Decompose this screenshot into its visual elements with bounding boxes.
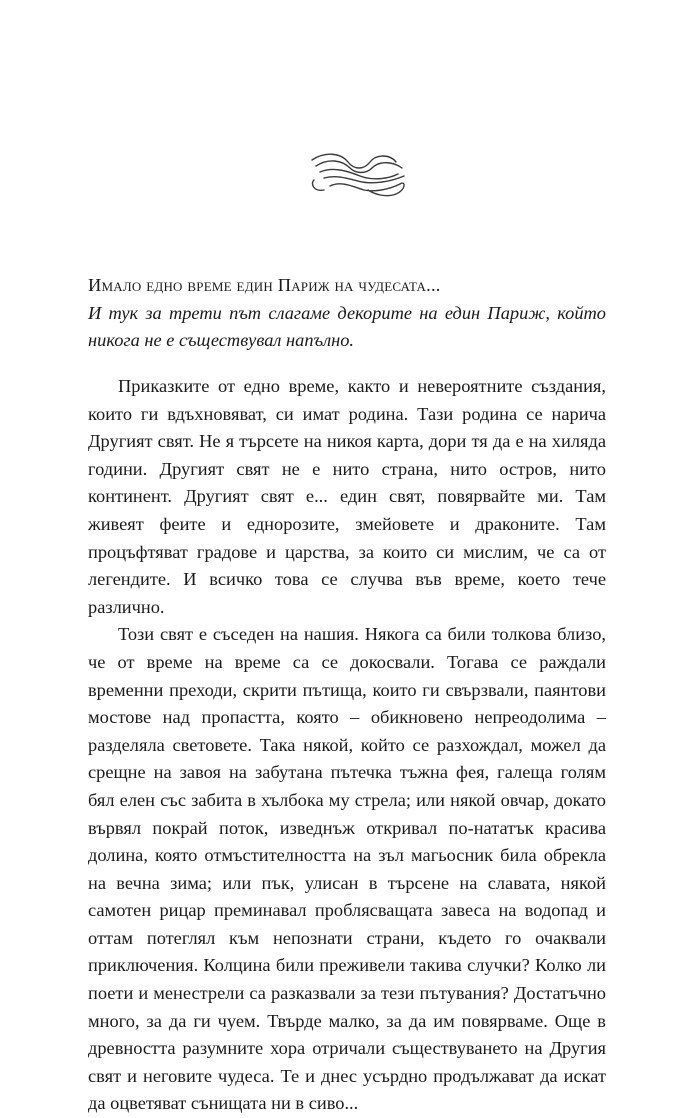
body-text (88, 373, 606, 1118)
intro-heading: Имало едно време един Париж на чудесата... (88, 275, 441, 295)
flourish-ornament-icon (310, 150, 408, 200)
paragraph: Приказките от едно време, както и невероятните създания, които ги вдъхновяват, си имат родина. Тази родина се нарича Другият свят. Не я търсете на никоя карта, дори тя да е на хиляда години. Другият свят не е нито страна, нито остров, нито континент. Другият свят е... един свят, повярвайте ми. Там живеят феите и еднорозите, змейовете и драконите. Там процъфтяват градове и царства, за които си мислим, че са от легендите. И всичко това се случва във време, което тече различно. (88, 376, 606, 617)
intro-block (88, 272, 606, 355)
paragraph: Този свят е съседен на нашия. Някога са били толкова близо, че от време на време са се докосвали. Тогава се раждали временни преходи, скрити пътища, които ги свързвали, паянтови мостове над пропастта, която – обикновено непреодолима – разделяла световете. Така някой, който се разхождал, можел да срещне на завоя на забутана пътечка тъжна фея, галеща голям бял елен със забита в хълбока му стрела; или някой овчар, докато вървял покрай поток, изведнъж откривал по-нататък красива долина, която отмъстителността на зъл магьосник била обрекла на вечна зима; или пък, улисан в търсене на славата, някой самотен рицар преминавал проблясващата завеса на водопад и оттам потеглял към непознати страни, където го очаквали приключения. Колцина били преживели такива случки? Колко ли поети и менестрели са разказвали за тези пътувания? Достатъчно много, за да ги чуем. Твърде малко, за да им повярваме. Още в древността разумните хора отричали съществуването на Другия свят и неговите чудеса. Те и днес усърдно продължават да искат да оцветяват сънищата ни в сиво... (88, 624, 606, 1114)
intro-italic: И тук за трети път слагаме декорите на един Париж, който никога не е съществувал напълно. (88, 302, 606, 351)
